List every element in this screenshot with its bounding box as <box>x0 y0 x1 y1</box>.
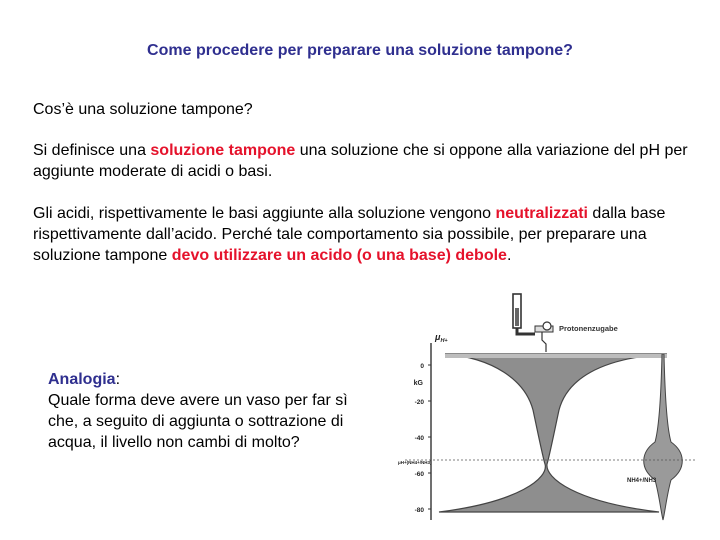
buffer-vessel-diagram <box>395 288 720 540</box>
buffer-vessel-shape <box>644 354 683 520</box>
analogy-colon: : <box>115 371 121 388</box>
slide-title: Come procedere per preparare una soluzione tampone? <box>147 42 573 59</box>
question-text: Cos’è una soluzione tampone? <box>33 101 253 118</box>
definition-paragraph <box>33 140 693 182</box>
explanation-paragraph <box>33 203 693 266</box>
definition-highlight: soluzione tampone <box>150 142 296 159</box>
tick-label: -80 <box>414 507 424 514</box>
analogy-heading: Analogia <box>48 371 116 388</box>
analogy-text: Quale forma deve avere un vaso per far sì che, a seguito di aggiunta o sottrazione di acqua, il livello non cambi di molto? <box>48 392 348 451</box>
definition-text-before: Si definisce una <box>33 142 151 159</box>
vessel-label: NH4+/NH3 <box>627 478 657 484</box>
tick-label: -60 <box>414 471 424 478</box>
axis-symbol-subscript: H+ <box>440 338 448 344</box>
large-vessel-shape <box>439 354 667 512</box>
definition-text-after: una soluzione che si oppone alla variazione del pH per aggiunte moderate di acidi o basi. <box>33 142 688 180</box>
explanation-text-end: . <box>506 247 512 264</box>
axis-symbol-mu: μ <box>435 332 441 342</box>
axis-symbol <box>434 332 448 344</box>
device-label: Protonenzugabe <box>559 324 618 333</box>
buffer-vessel-figure <box>395 288 720 540</box>
tick-label: -20 <box>414 399 424 406</box>
burette-icon <box>513 294 553 352</box>
small-axis-label: μH+(NH4+/NH3) <box>398 460 432 465</box>
explanation-text-before: Gli acidi, rispettivamente le basi aggiunte alla soluzione vengono <box>33 205 496 222</box>
axis-unit: kG <box>413 380 423 387</box>
vessel-top-surface <box>445 354 667 358</box>
explanation-text-middle: dalla base rispettivamente dall’acido. Perché tale comportamento sia possibile, per preparare una soluzione tampone <box>33 205 666 264</box>
analogy-block <box>48 369 358 453</box>
explanation-highlight-neutralizzati: neutralizzati <box>495 205 588 222</box>
tick-label: 0 <box>420 363 424 370</box>
tick-label: -40 <box>414 435 424 442</box>
explanation-highlight-weak-acid: devo utilizzare un acido (o una base) debole <box>171 247 507 264</box>
